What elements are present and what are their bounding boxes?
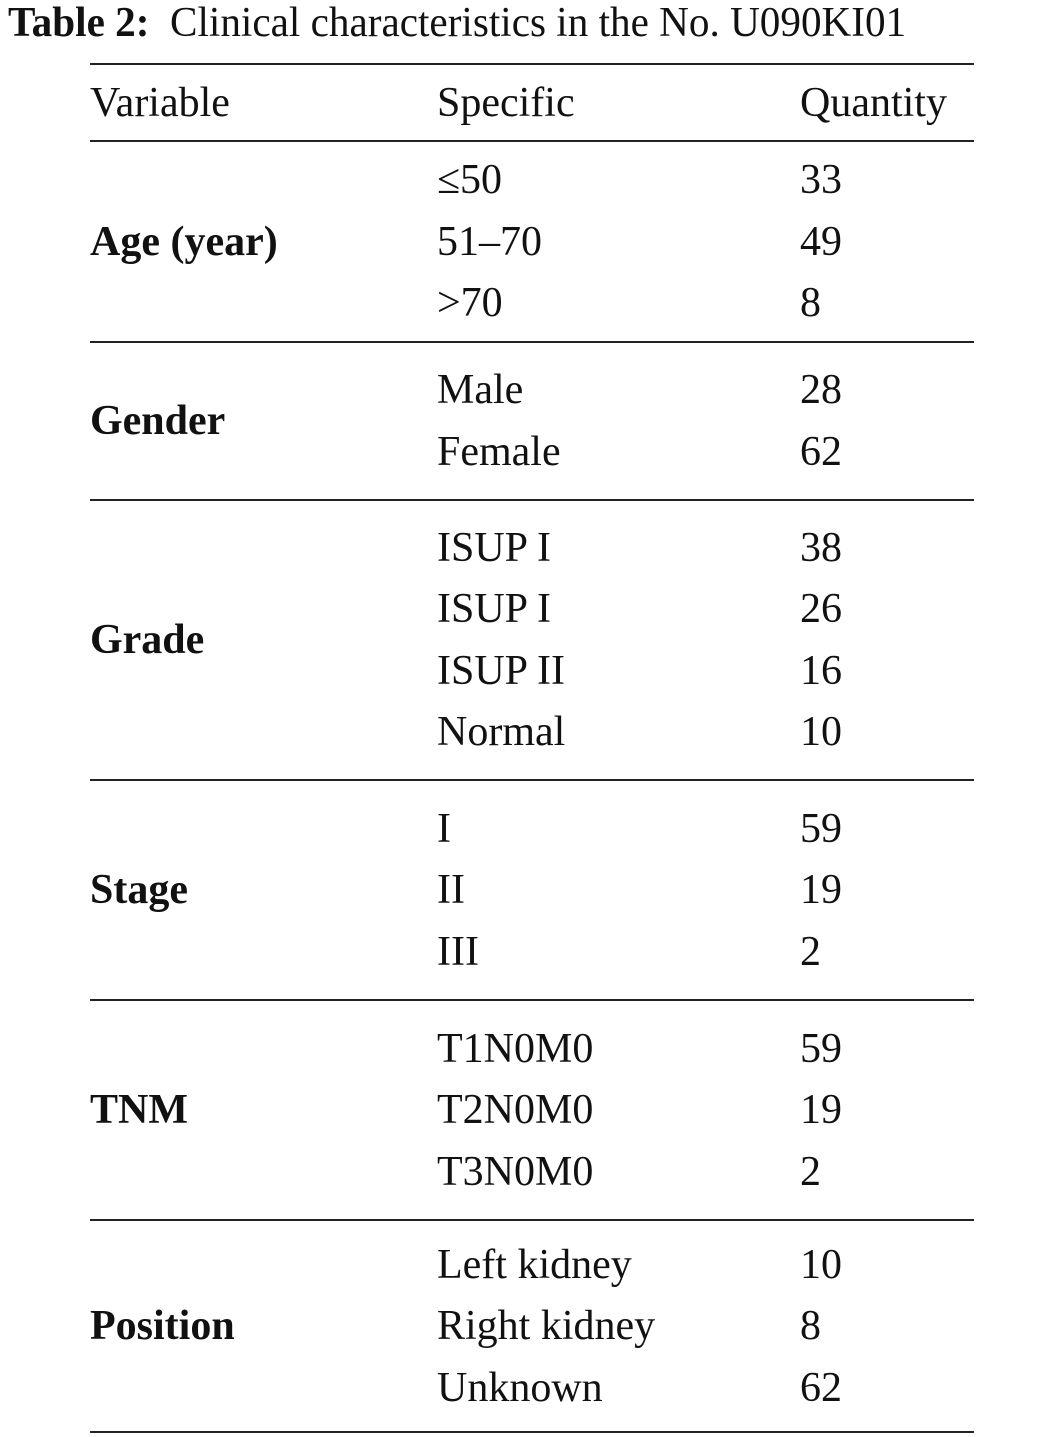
table-row bbox=[437, 421, 974, 483]
specific-cell: T3N0M0 bbox=[437, 1148, 594, 1195]
specific-cell: Male bbox=[437, 367, 524, 414]
quantity-cell: 62 bbox=[800, 1364, 842, 1411]
quantity-cell: 2 bbox=[800, 1148, 821, 1195]
specific-cell: II bbox=[437, 867, 465, 913]
quantity-cell: 28 bbox=[800, 367, 842, 414]
quantity-cell: 10 bbox=[800, 1241, 842, 1288]
group-rows bbox=[437, 517, 974, 763]
group-rows bbox=[437, 149, 974, 334]
table-row bbox=[437, 1141, 974, 1203]
quantity-cell: 38 bbox=[800, 524, 842, 571]
table-row bbox=[437, 859, 974, 921]
table-group bbox=[90, 1221, 974, 1433]
quantity-cell: 49 bbox=[800, 218, 842, 265]
specific-cell: T1N0M0 bbox=[437, 1025, 594, 1072]
table-row bbox=[437, 702, 974, 764]
specific-cell: 51–70 bbox=[437, 218, 542, 265]
specific-cell: >70 bbox=[437, 280, 503, 326]
table-row bbox=[437, 211, 974, 273]
table-row bbox=[437, 1357, 974, 1419]
table-row bbox=[437, 921, 974, 983]
specific-cell: III bbox=[437, 928, 479, 975]
table-header bbox=[90, 63, 974, 142]
specific-cell: Normal bbox=[437, 709, 566, 756]
table-group bbox=[90, 343, 974, 501]
specific-cell: ISUP I bbox=[437, 586, 551, 633]
quantity-cell: 59 bbox=[800, 1025, 842, 1072]
header-variable: Variable bbox=[90, 79, 230, 126]
specific-cell: I bbox=[437, 805, 451, 852]
caption-text: Clinical characteristics in the No. U090KI01 bbox=[170, 0, 907, 46]
table-row bbox=[437, 1079, 974, 1141]
specific-cell: T2N0M0 bbox=[437, 1087, 594, 1133]
table-group bbox=[90, 501, 974, 781]
variable-name: TNM bbox=[90, 1087, 188, 1133]
quantity-cell: 26 bbox=[800, 586, 842, 633]
table-row bbox=[437, 640, 974, 702]
variable-name: Position bbox=[90, 1303, 235, 1349]
table-row bbox=[437, 272, 974, 334]
specific-cell: Female bbox=[437, 428, 561, 475]
specific-cell: ISUP I bbox=[437, 524, 551, 571]
quantity-cell: 8 bbox=[800, 280, 821, 326]
quantity-cell: 10 bbox=[800, 709, 842, 756]
table-row bbox=[437, 1295, 974, 1357]
caption-label: Table 2: bbox=[8, 0, 150, 46]
specific-cell: ISUP II bbox=[437, 647, 565, 694]
specific-cell: Left kidney bbox=[437, 1241, 632, 1288]
header-quantity: Quantity bbox=[800, 79, 947, 126]
table-group bbox=[90, 142, 974, 343]
quantity-cell: 62 bbox=[800, 428, 842, 475]
table-caption bbox=[8, 0, 906, 46]
table-group bbox=[90, 1001, 974, 1221]
table-body bbox=[90, 142, 974, 1433]
table-row bbox=[437, 149, 974, 211]
variable-name: Grade bbox=[90, 617, 205, 663]
group-rows bbox=[437, 1018, 974, 1203]
variable-name: Age (year) bbox=[90, 218, 278, 265]
table-group bbox=[90, 781, 974, 1001]
quantity-cell: 8 bbox=[800, 1303, 821, 1349]
group-rows bbox=[437, 1234, 974, 1419]
group-rows bbox=[437, 360, 974, 483]
header-specific: Specific bbox=[437, 79, 575, 126]
quantity-cell: 33 bbox=[800, 157, 842, 203]
group-rows bbox=[437, 798, 974, 983]
table-row bbox=[437, 798, 974, 860]
variable-name: Stage bbox=[90, 867, 188, 913]
quantity-cell: 59 bbox=[800, 805, 842, 852]
specific-cell: Right kidney bbox=[437, 1303, 656, 1349]
specific-cell: Unknown bbox=[437, 1364, 603, 1411]
variable-name: Gender bbox=[90, 398, 226, 444]
quantity-cell: 2 bbox=[800, 928, 821, 975]
table-row bbox=[437, 1018, 974, 1080]
table-row bbox=[437, 360, 974, 422]
quantity-cell: 16 bbox=[800, 647, 842, 694]
quantity-cell: 19 bbox=[800, 1087, 842, 1133]
specific-cell: ≤50 bbox=[437, 157, 503, 203]
table-row bbox=[437, 579, 974, 641]
quantity-cell: 19 bbox=[800, 867, 842, 913]
clinical-characteristics-table bbox=[90, 63, 974, 1433]
table-row bbox=[437, 1234, 974, 1296]
table-row bbox=[437, 517, 974, 579]
